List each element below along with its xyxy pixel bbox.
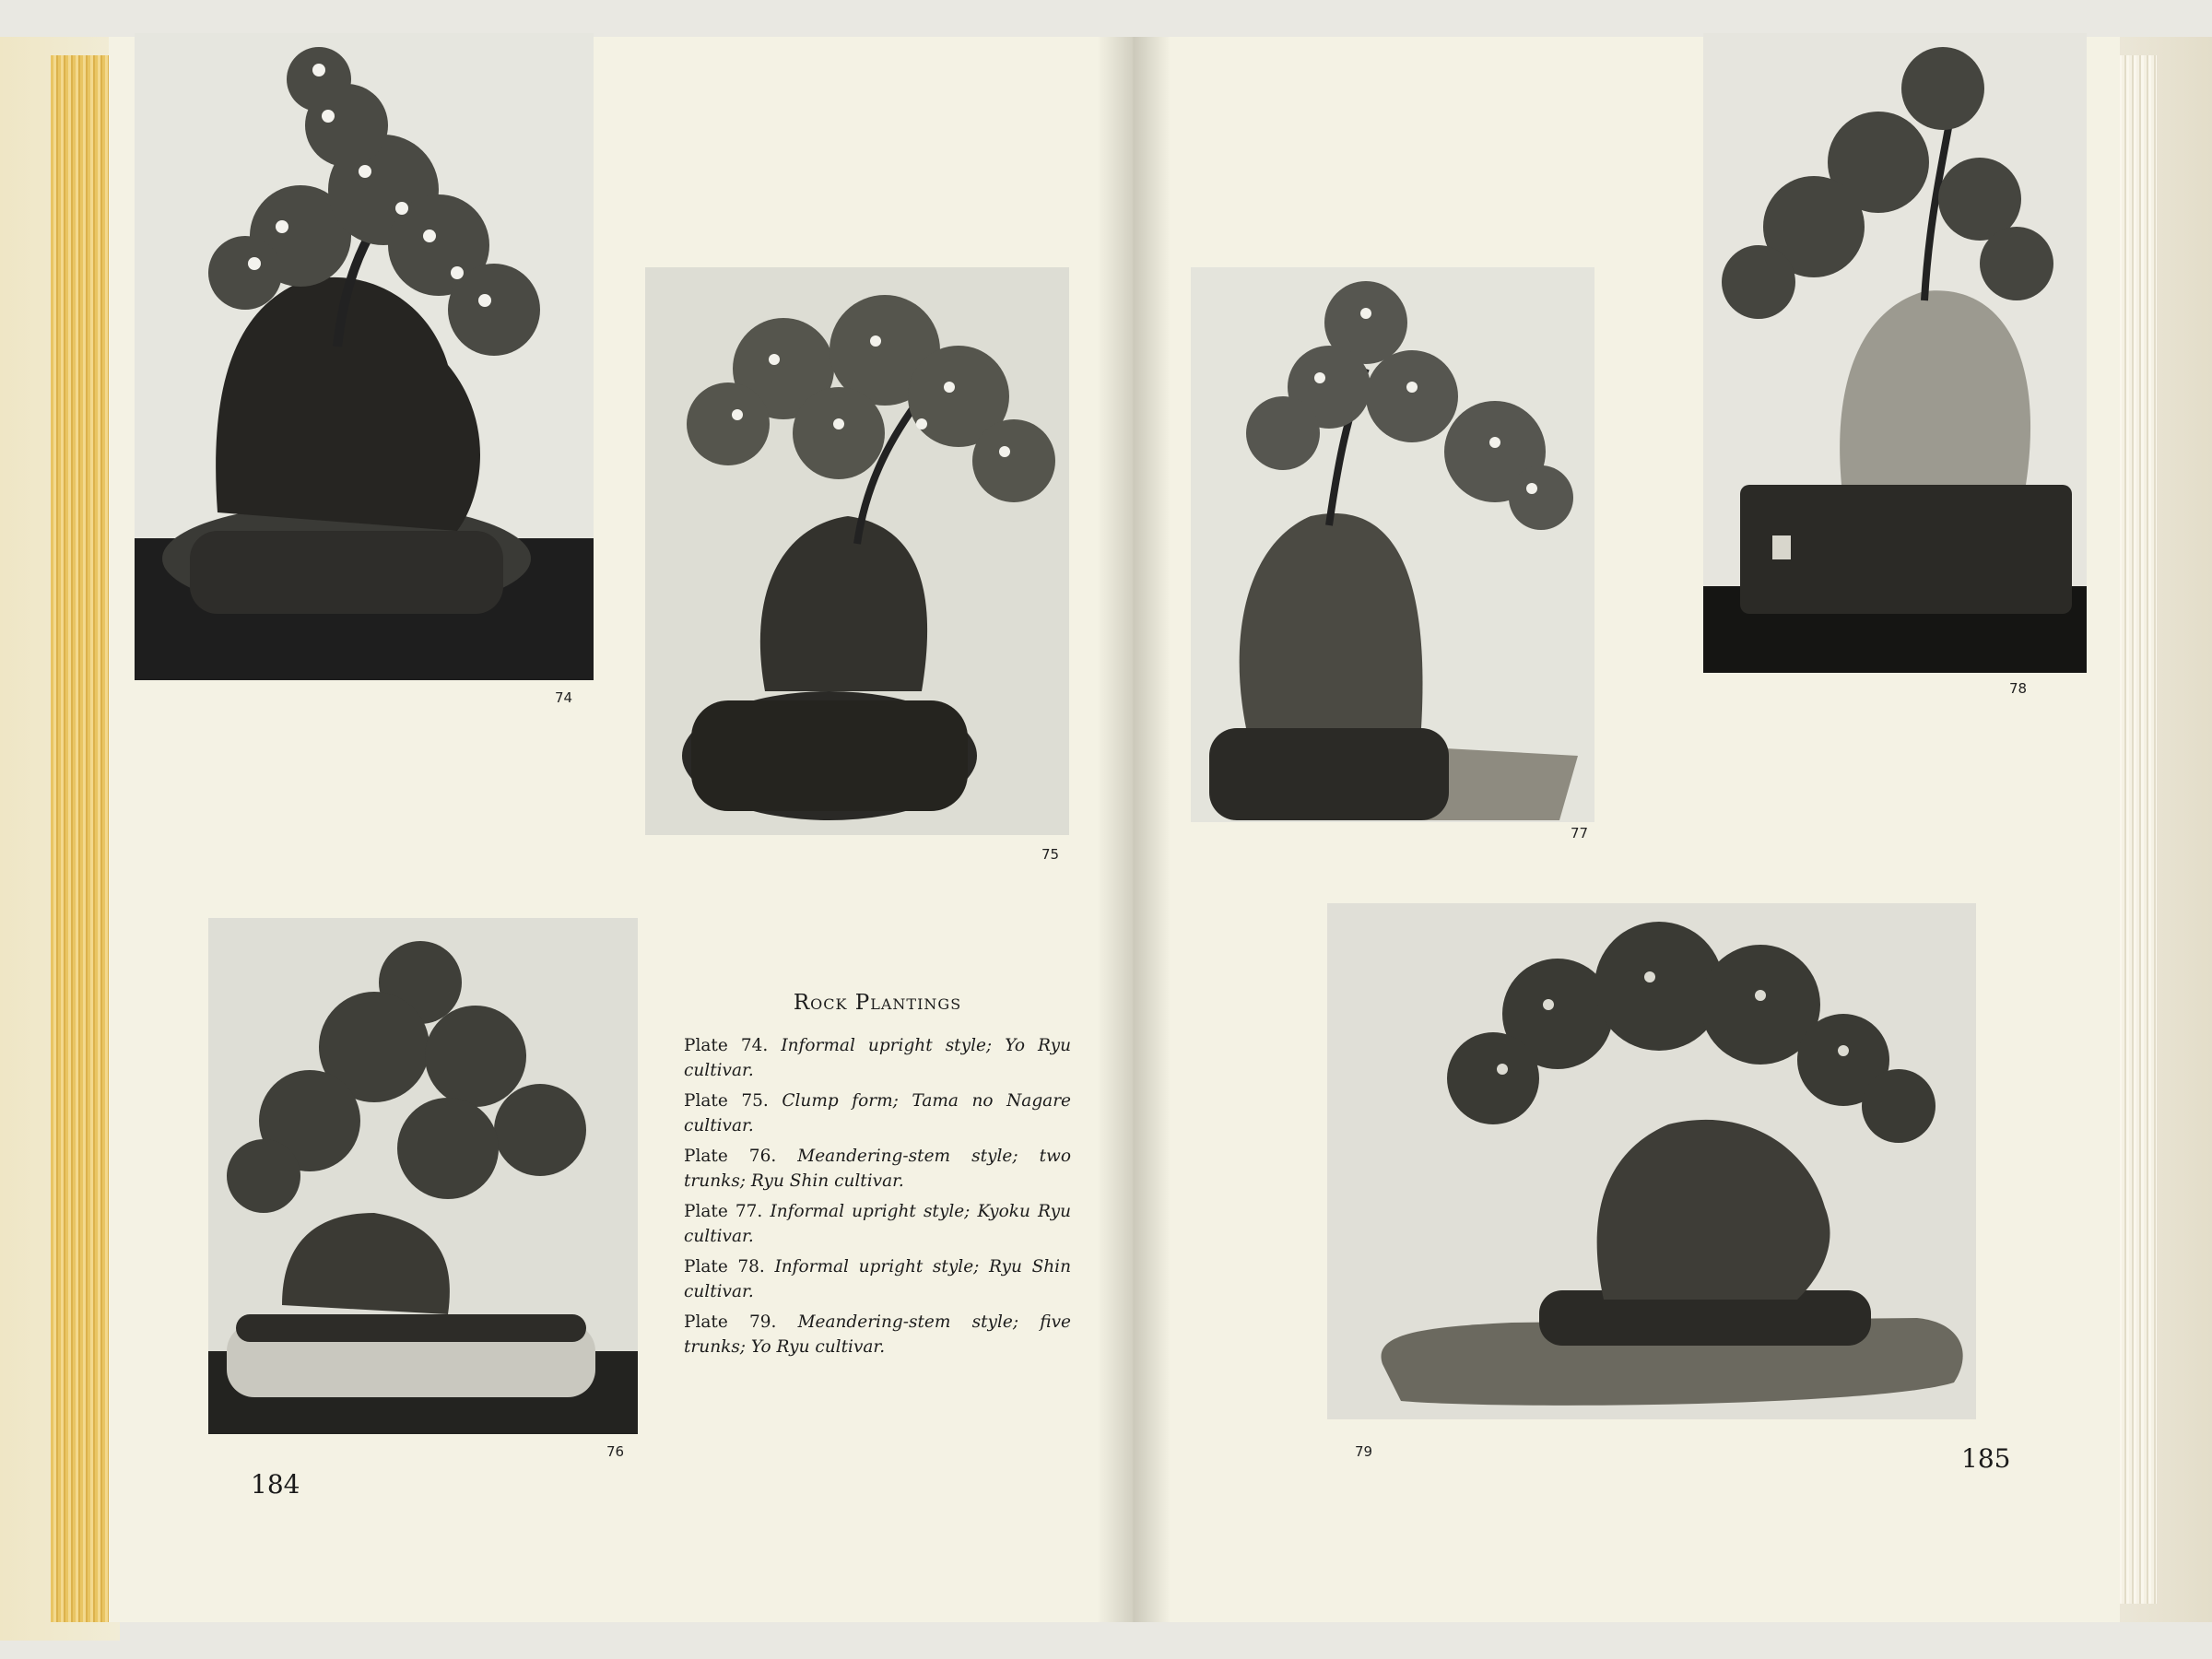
caption-block [684,991,1071,1365]
plate-ref: Plate 74. [684,1036,769,1055]
plate-77-photo [1191,267,1594,822]
plate-description: Informal upright style; Kyoku Ryu cultivar. [684,1202,1071,1246]
plate-number: 76 [606,1443,625,1460]
plate-number: 78 [2009,680,2028,697]
plate-ref: Plate 78. [684,1257,765,1277]
plate-ref: Plate 79. [684,1312,777,1332]
book-gutter [1097,37,1171,1622]
plate-number: 77 [1571,825,1589,841]
plate-description: Meandering-stem style; two trunks; Ryu Shin cultivar. [684,1147,1071,1191]
plate-76-photo [208,918,638,1434]
plate-number: 79 [1355,1443,1373,1460]
plate-description: Meandering-stem style; five trunks; Yo Ryu cultivar. [684,1312,1071,1357]
caption-item [684,1144,1071,1194]
page-number-right: 185 [1961,1443,2011,1474]
caption-item [684,1199,1071,1249]
plate-description: Informal upright style; Yo Ryu cultivar. [684,1036,1071,1080]
page-number-left: 184 [251,1469,300,1500]
plate-ref: Plate 76. [684,1147,777,1166]
plate-78-photo [1703,33,2087,673]
plate-74-photo [135,33,594,680]
plate-ref: Plate 77. [684,1202,763,1221]
plate-number: 74 [555,689,573,706]
plate-description: Informal upright style; Ryu Shin cultivar. [684,1257,1071,1301]
plate-79-photo [1327,903,1976,1419]
caption-item [684,1088,1071,1138]
section-title: Rock Plantings [793,991,962,1015]
plate-ref: Plate 75. [684,1091,769,1111]
plate-75-photo [645,267,1069,835]
plate-description: Clump form; Tama no Nagare cultivar. [684,1091,1071,1135]
page-edges-left [51,55,111,1622]
plate-number: 75 [1041,846,1060,863]
caption-item [684,1033,1071,1083]
caption-item [684,1254,1071,1304]
caption-item [684,1310,1071,1359]
